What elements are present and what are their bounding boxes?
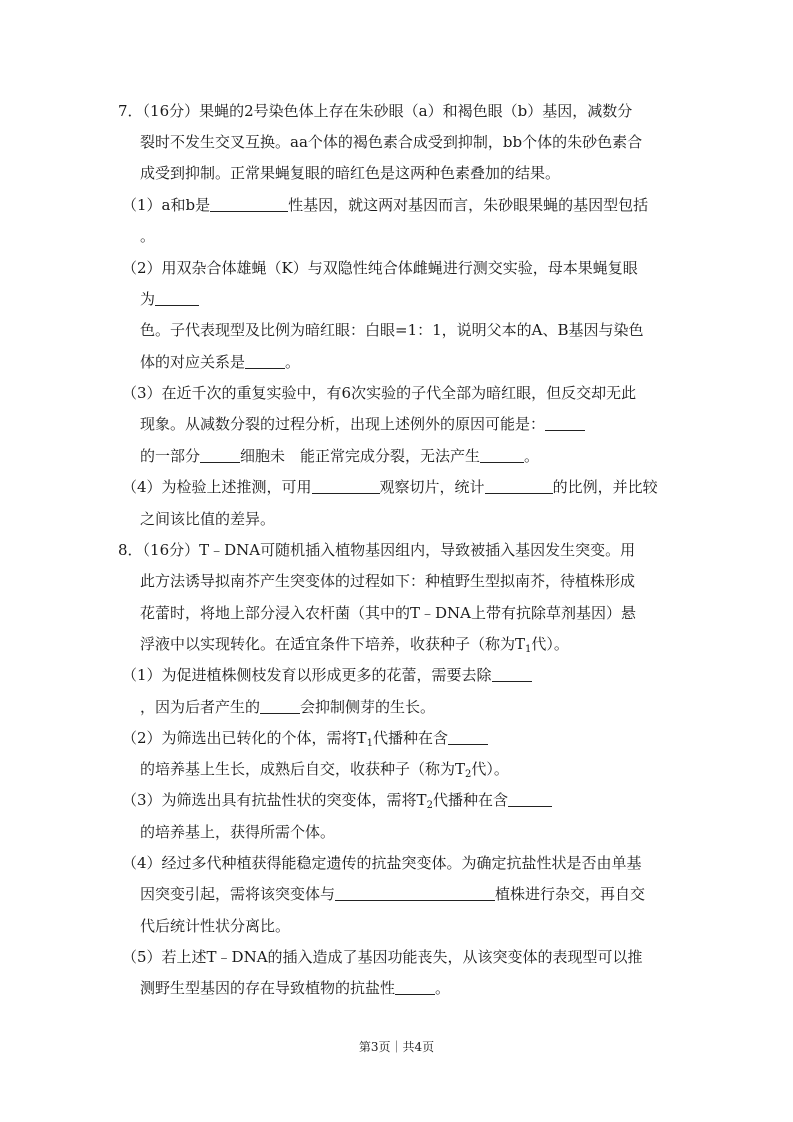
q8-stem4-text-a: 浮液中以实现转化。在适宜条件下培养，收获种子（称为T bbox=[140, 635, 526, 653]
q8-part4-text-c: 植株进行杂交，再自交 bbox=[495, 885, 646, 903]
q7-stem-line-1: 7．（16分）果蝇的2号染色体上存在朱砂眼（a）和褐色眼（b）基因，减数分 bbox=[118, 102, 633, 120]
q8-part5-line-2 bbox=[140, 978, 450, 998]
q7-part2-line-4 bbox=[140, 352, 300, 372]
q8-part2-text-c: 的培养基上生长，成熟后自交，收获种子（称为T bbox=[140, 760, 466, 778]
q7-stem-line-2: 裂时不发生交叉互换。aa个体的褐色素合成受到抑制，bb个体的朱砂色素合 bbox=[140, 133, 643, 151]
q7-part2-text-b: 为 bbox=[140, 290, 156, 308]
answer-blank[interactable] bbox=[480, 447, 524, 463]
q8-part2-text-d: 代）。 bbox=[471, 760, 509, 778]
page-footer: 第3页｜共4页 bbox=[358, 1040, 435, 1054]
answer-blank[interactable] bbox=[312, 478, 380, 494]
answer-blank[interactable] bbox=[260, 698, 300, 714]
answer-blank[interactable] bbox=[200, 447, 240, 463]
q7-part4-line-2: 之间该比值的差异。 bbox=[140, 510, 276, 528]
q8-part2-text-a: （2）为筛选出已转化的个体，需将T bbox=[122, 729, 367, 747]
answer-blank[interactable] bbox=[395, 979, 435, 995]
q8-stem4-subscript: 1 bbox=[525, 644, 532, 655]
answer-blank[interactable] bbox=[335, 885, 495, 901]
q8-stem-line-3: 花蕾时，将地上部分浸入农杆菌（其中的T﹣DNA上带有抗除草剂基因）悬 bbox=[140, 604, 636, 622]
q7-part1-end: 。 bbox=[140, 227, 156, 245]
answer-blank[interactable] bbox=[492, 666, 532, 682]
q8-part2-subscript-2: 2 bbox=[465, 769, 472, 780]
q8-stem4-text-b: 代）。 bbox=[531, 635, 569, 653]
q7-part2-line-1: （2）用双杂合体雄蝇（K）与双隐性纯合体雌蝇进行测交实验，母本果蝇复眼 bbox=[122, 259, 638, 277]
q7-part3-line-2 bbox=[140, 414, 585, 434]
q7-part4-text-c: 的比例，并比较 bbox=[552, 478, 658, 496]
q7-part4-text-b: 观察切片，统计 bbox=[379, 478, 485, 496]
q7-part1-text-b: 性基因，就这两对基因而言，朱砂眼果蝇的基因型包括 bbox=[288, 196, 649, 214]
q7-part2-line-3: 色。子代表现型及比例为暗红眼：白眼=1：1，说明父本的A、B基因与染色 bbox=[140, 321, 644, 339]
q8-part4-line-3: 代后统计性状分离比。 bbox=[140, 917, 291, 935]
q7-part3-text-b: 现象。从减数分裂的过程分析，出现上述例外的原因可能是： bbox=[140, 415, 546, 433]
q8-part5-text-c: 。 bbox=[435, 979, 451, 997]
q8-part1-line-2 bbox=[140, 697, 435, 717]
q7-part3-text-d: 细胞未 能正常完成分裂，无法产生 bbox=[240, 447, 481, 465]
q7-part2-text-d: 体的对应关系是 bbox=[140, 353, 246, 371]
q8-part3-text-b: 代播种在含 bbox=[432, 791, 508, 809]
q8-part4-text-b: 因突变引起，需将该突变体与 bbox=[140, 885, 336, 903]
answer-blank[interactable] bbox=[485, 478, 553, 494]
q7-stem-line-3: 成受到抑制。正常果蝇复眼的暗红色是这两种色素叠加的结果。 bbox=[140, 164, 561, 182]
q8-part1-text-b: ，因为后者产生的 bbox=[140, 698, 261, 716]
q8-part1-text-c: 会抑制侧芽的生长。 bbox=[300, 698, 436, 716]
q8-part3-line-2: 的培养基上，获得所需个体。 bbox=[140, 823, 336, 841]
answer-blank[interactable] bbox=[508, 791, 552, 807]
answer-blank[interactable] bbox=[155, 290, 199, 306]
q8-part3-subscript: 2 bbox=[426, 800, 433, 811]
q8-part2-line-1 bbox=[122, 728, 488, 748]
q7-part3-text-e: 。 bbox=[524, 447, 540, 465]
q8-part2-line-2 bbox=[140, 759, 509, 779]
q7-part3-line-3 bbox=[140, 446, 539, 466]
q7-part4-line-1 bbox=[122, 477, 658, 497]
q8-part2-text-b: 代播种在含 bbox=[372, 729, 448, 747]
q8-part3-line-1 bbox=[122, 790, 552, 810]
q8-part4-line-1: （4）经过多代种植获得能稳定遗传的抗盐突变体。为确定抗盐性状是否由单基 bbox=[122, 854, 642, 872]
q7-part1-text-a: （1）a和b是 bbox=[122, 196, 211, 214]
q8-stem-line-2: 此方法诱导拟南芥产生突变体的过程如下：种植野生型拟南芥，待植株形成 bbox=[140, 572, 636, 590]
q8-stem-line-4 bbox=[140, 634, 569, 654]
answer-blank[interactable] bbox=[545, 415, 585, 431]
q8-part1-text-a: （1）为促进植株侧枝发育以形成更多的花蕾，需要去除 bbox=[122, 666, 492, 684]
q7-part3-line-1: （3）在近千次的重复实验中，有6次实验的子代全部为暗红眼，但反交却无此 bbox=[122, 384, 637, 402]
answer-blank[interactable] bbox=[210, 196, 288, 212]
q8-part2-subscript-1: 1 bbox=[366, 738, 373, 749]
q8-part4-line-2 bbox=[140, 884, 645, 904]
q8-part5-line-1: （5）若上述T﹣DNA的插入造成了基因功能丧失，从该突变体的表现型可以推 bbox=[122, 948, 643, 966]
q8-stem-line-1: 8．（16分）T﹣DNA可随机插入植物基因组内，导致被插入基因发生突变。用 bbox=[118, 541, 636, 559]
q8-part5-text-b: 测野生型基因的存在导致植物的抗盐性 bbox=[140, 979, 396, 997]
answer-blank[interactable] bbox=[448, 729, 488, 745]
q7-part1-line bbox=[122, 195, 648, 215]
q7-part4-text-a: （4）为检验上述推测，可用 bbox=[122, 478, 312, 496]
q8-part3-text-a: （3）为筛选出具有抗盐性状的突变体，需将T bbox=[122, 791, 427, 809]
q7-part2-text-e: 。 bbox=[285, 353, 301, 371]
q8-part1-line-1 bbox=[122, 665, 532, 685]
q7-part3-text-c: 的一部分 bbox=[140, 447, 201, 465]
q7-part2-line-2 bbox=[140, 289, 199, 309]
answer-blank[interactable] bbox=[245, 353, 285, 369]
